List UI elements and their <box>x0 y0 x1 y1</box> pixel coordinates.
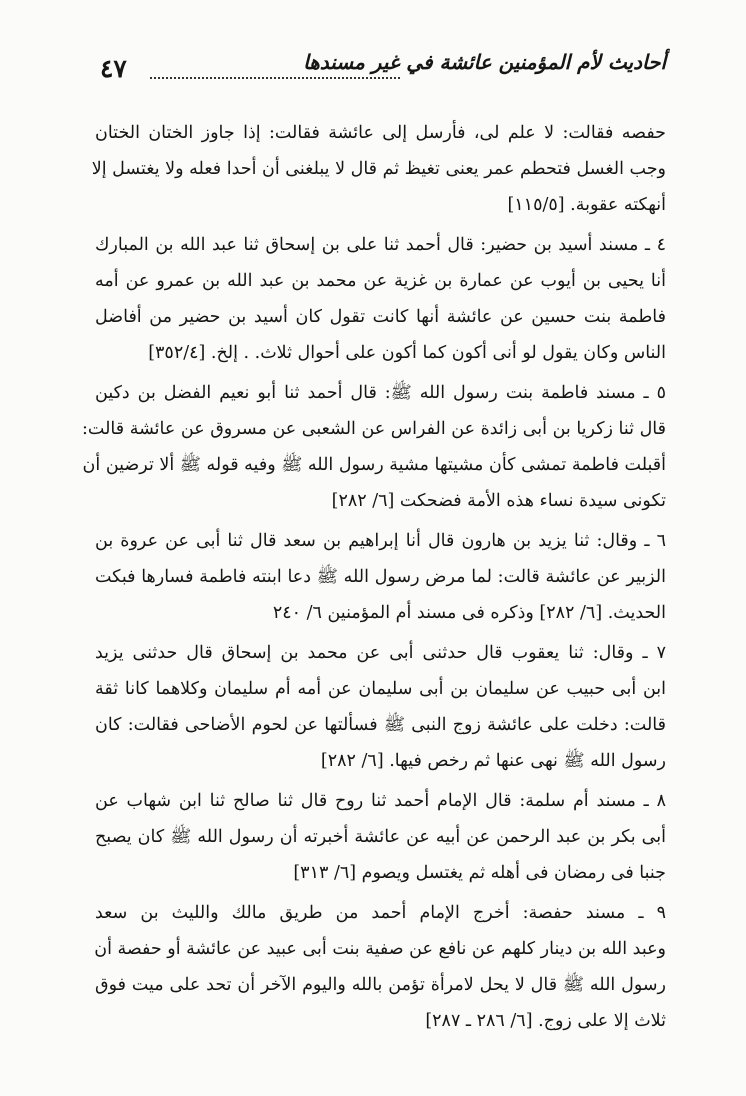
text-line: ٤ ـ مسند أسيد بن حضير: قال أحمد ثنا على بن إسحاق ثنا عبد الله بن المبارك <box>95 235 666 255</box>
text-line: أبى بكر بن عبد الرحمن عن أبيه عن عائشة أخبرته أن رسول الله ﷺ كان يصبح <box>95 827 666 847</box>
text-line: أنا يحيى بن أيوب عن عمارة بن غزية عن محمد بن عبد الله بن عمرو عن أمه <box>95 271 666 291</box>
paragraph-7 <box>95 635 666 779</box>
text-line: قال ثنا زكريا بن أبى زائدة عن الفراس عن الشعبى عن مسروق عن عائشة قالت: <box>82 419 666 439</box>
text-line: أنهكته عقوبة. [١١٥/٥] <box>507 195 666 215</box>
text-line: ثلاث إلا على زوج. [٦/ ٢٨٦ ـ ٢٨٧] <box>425 1011 666 1031</box>
paragraph-6 <box>95 523 666 631</box>
text-line: الناس وكان يقول لو أنى أكون كما أكون على أحوال ثلاث. . إلخ. [٣٥٢/٤] <box>148 343 666 363</box>
text-line: تكونى سيدة نساء هذه الأمة فضحكت [٦/ ٢٨٢] <box>331 491 666 511</box>
text-line: الحديث. [٦/ ٢٨٢] وذكره فى مسند أم المؤمنين ٦/ ٢٤٠ <box>272 603 666 623</box>
running-header <box>90 44 666 84</box>
body-text <box>82 115 666 1039</box>
text-line: قالت: دخلت على عائشة زوج النبى ﷺ فسألتها عن لحوم الأضاحى فقالت: كان <box>95 715 666 735</box>
page-number: ٤٧ <box>100 54 127 83</box>
text-line: ٨ ـ مسند أم سلمة: قال الإمام أحمد ثنا روح قال ثنا صالح ثنا ابن شهاب عن <box>95 791 666 811</box>
text-line: ابن أبى حبيب عن سليمان بن أبى سليمان عن أمه أم سليمان وكلاهما كانا ثقة <box>95 679 666 699</box>
paragraph-9 <box>95 895 666 1039</box>
text-line: وجب الغسل فتحطم عمر يعنى تغيظ ثم قال لا يبلغنى أن أحدا فعله ولا يغتسل إلا <box>91 159 666 179</box>
text-line: ٦ ـ وقال: ثنا يزيد بن هارون قال أنا إبراهيم بن سعد قال ثنا أبى عن عروة بن <box>95 531 666 551</box>
text-line: ٧ ـ وقال: ثنا يعقوب قال حدثنى أبى عن محمد بن إسحاق قال حدثنى يزيد <box>95 643 666 663</box>
paragraph-8 <box>95 783 666 891</box>
paragraph-4 <box>95 227 666 371</box>
paragraph-continuation <box>91 115 666 223</box>
text-line: أقبلت فاطمة تمشى كأن مشيتها مشية رسول الله ﷺ وفيه قوله ﷺ ألا ترضين أن <box>82 455 666 475</box>
paragraph-5 <box>82 375 666 519</box>
text-line: وعبد الله بن دينار كلهم عن نافع عن صفية بنت أبى عبيد عن عائشة أو حفصة أن <box>94 939 666 959</box>
text-line: الزبير عن عائشة قالت: لما مرض رسول الله ﷺ دعا ابنته فاطمة فسارها فبكت <box>95 567 666 587</box>
header-dotted-rule <box>150 77 400 79</box>
text-line: ٩ ـ مسند حفصة: أخرج الإمام أحمد من طريق مالك والليث بن سعد <box>95 903 666 923</box>
text-line: جنبا فى رمضان فى أهله ثم يغتسل ويصوم [٦/ ٣١٣] <box>293 863 666 883</box>
text-line: فاطمة بنت حسين عن عائشة أنها كانت تقول كان أسيد بن حضير من أفاضل <box>95 307 666 327</box>
running-header-title: أحاديث لأم المؤمنين عائشة في غير مسندها <box>303 50 666 74</box>
text-line: حفصه فقالت: لا علم لى، فأرسل إلى عائشة فقالت: إذا جاوز الختان الختان <box>95 123 666 143</box>
text-line: ٥ ـ مسند فاطمة بنت رسول الله ﷺ: قال أحمد ثنا أبو نعيم الفضل بن دكين <box>95 383 666 403</box>
text-line: رسول الله ﷺ نهى عنها ثم رخص فيها. [٦/ ٢٨٢] <box>320 751 666 771</box>
text-line: رسول الله ﷺ قال لا يحل لامرأة تؤمن بالله واليوم الآخر أن تحد على ميت فوق <box>95 975 666 995</box>
